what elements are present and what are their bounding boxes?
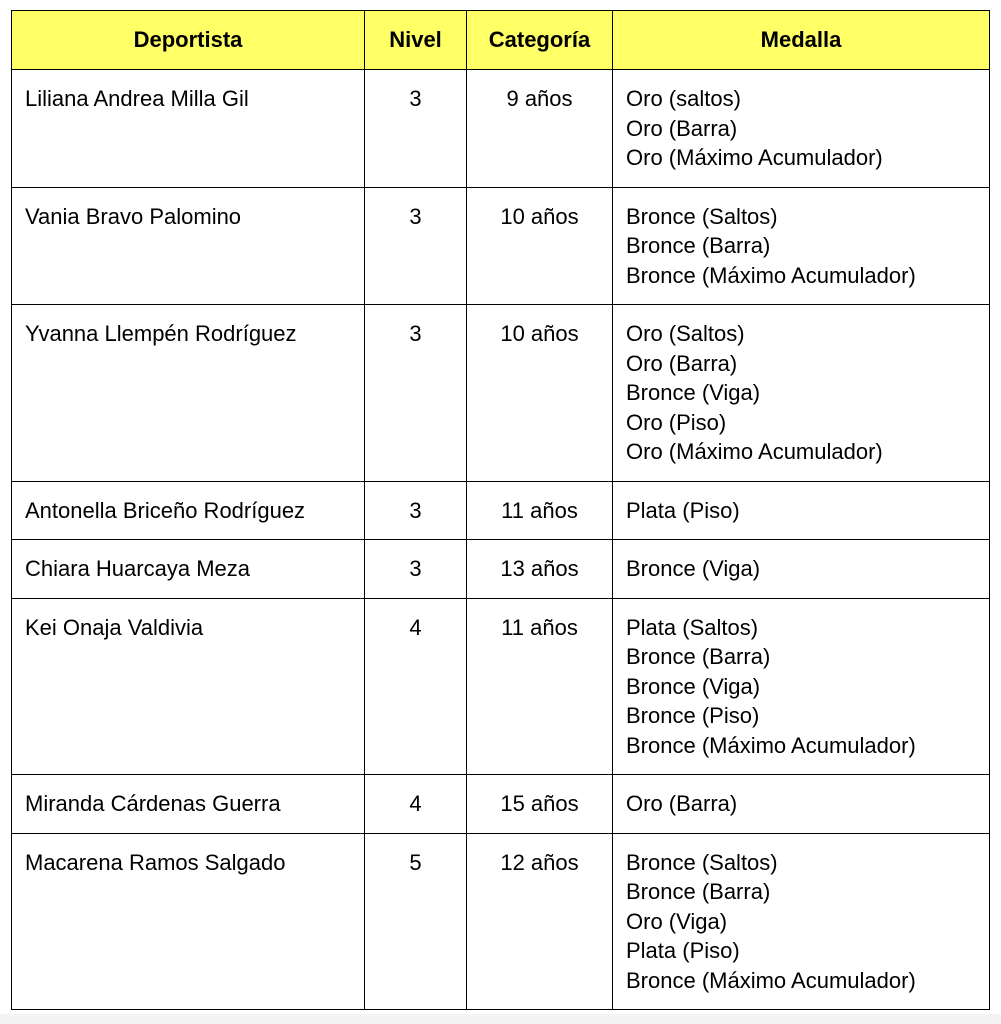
medal-cell	[613, 305, 990, 482]
medal-entry: Plata (Saltos)	[626, 614, 759, 640]
medal-table	[11, 10, 990, 1010]
column-header-category: Categoría	[467, 11, 613, 70]
athlete-name-cell: Yvanna Llempén Rodríguez	[12, 305, 365, 482]
medal-entry: Oro (Máximo Acumulador)	[626, 145, 883, 170]
athlete-name-cell: Kei Onaja Valdivia	[12, 598, 365, 775]
category-cell: 13 años	[467, 540, 613, 599]
level-cell: 3	[365, 187, 467, 305]
category-cell: 11 años	[467, 481, 613, 540]
medal-cell	[613, 540, 990, 599]
level-cell: 3	[365, 70, 467, 188]
table-row	[12, 481, 990, 540]
table-row	[12, 305, 990, 482]
medal-cell	[613, 775, 990, 834]
bottom-strip	[0, 1014, 1001, 1024]
table-row	[12, 833, 990, 1010]
medal-entry: Bronce (Máximo Acumulador)	[626, 262, 916, 288]
level-cell: 3	[365, 481, 467, 540]
medal-entry: Bronce (Saltos)	[626, 849, 778, 875]
medal-entry: Bronce (Máximo Acumulador)	[626, 732, 916, 758]
level-cell: 3	[365, 305, 467, 482]
medal-entry: Oro (Saltos)	[626, 321, 745, 346]
table-row	[12, 187, 990, 305]
category-cell: 11 años	[467, 598, 613, 775]
category-cell: 10 años	[467, 187, 613, 305]
level-cell: 4	[365, 775, 467, 834]
table-row	[12, 70, 990, 188]
athlete-name-cell: Antonella Briceño Rodríguez	[12, 481, 365, 540]
medal-entry: Bronce (Viga)	[626, 556, 761, 581]
medal-entry: Bronce (Máximo Acumulador)	[626, 967, 916, 993]
table-body	[12, 70, 990, 1010]
category-cell: 12 años	[467, 833, 613, 1010]
medal-entry: Plata (Piso)	[626, 497, 740, 523]
level-cell: 4	[365, 598, 467, 775]
medal-entry: Oro (Piso)	[626, 409, 727, 435]
table-row	[12, 598, 990, 775]
level-cell: 5	[365, 833, 467, 1010]
athlete-name-cell: Miranda Cárdenas Guerra	[12, 775, 365, 834]
medal-entry: Bronce (Barra)	[626, 233, 771, 258]
column-header-athlete: Deportista	[12, 11, 365, 70]
medal-entry: Bronce (Viga)	[626, 380, 761, 405]
category-cell: 9 años	[467, 70, 613, 188]
medal-entry: Bronce (Viga)	[626, 673, 761, 699]
category-cell: 10 años	[467, 305, 613, 482]
column-header-medal: Medalla	[613, 11, 990, 70]
medal-entry: Oro (Máximo Acumulador)	[626, 439, 883, 464]
column-header-level: Nivel	[365, 11, 467, 70]
athlete-name-cell: Liliana Andrea Milla Gil	[12, 70, 365, 188]
table-row	[12, 540, 990, 599]
medal-entry: Bronce (Barra)	[626, 879, 771, 904]
medal-entry: Bronce (Barra)	[626, 644, 771, 669]
medal-entry: Bronce (Piso)	[626, 703, 760, 728]
category-cell: 15 años	[467, 775, 613, 834]
medal-entry: Oro (Viga)	[626, 908, 728, 934]
level-cell: 3	[365, 540, 467, 599]
medal-cell	[613, 70, 990, 188]
medal-entry: Bronce (Saltos)	[626, 203, 778, 229]
athlete-name-cell: Chiara Huarcaya Meza	[12, 540, 365, 599]
medal-entry: Oro (Barra)	[626, 791, 738, 816]
medal-entry: Plata (Piso)	[626, 938, 740, 963]
header-row	[12, 11, 990, 70]
medal-cell	[613, 187, 990, 305]
table-header	[12, 11, 990, 70]
medal-entry: Oro (saltos)	[626, 86, 741, 111]
medal-entry: Oro (Barra)	[626, 350, 738, 376]
medal-cell	[613, 833, 990, 1010]
table-row	[12, 775, 990, 834]
medal-cell	[613, 481, 990, 540]
medal-entry: Oro (Barra)	[626, 115, 738, 141]
medal-cell	[613, 598, 990, 775]
athlete-name-cell: Vania Bravo Palomino	[12, 187, 365, 305]
athlete-name-cell: Macarena Ramos Salgado	[12, 833, 365, 1010]
